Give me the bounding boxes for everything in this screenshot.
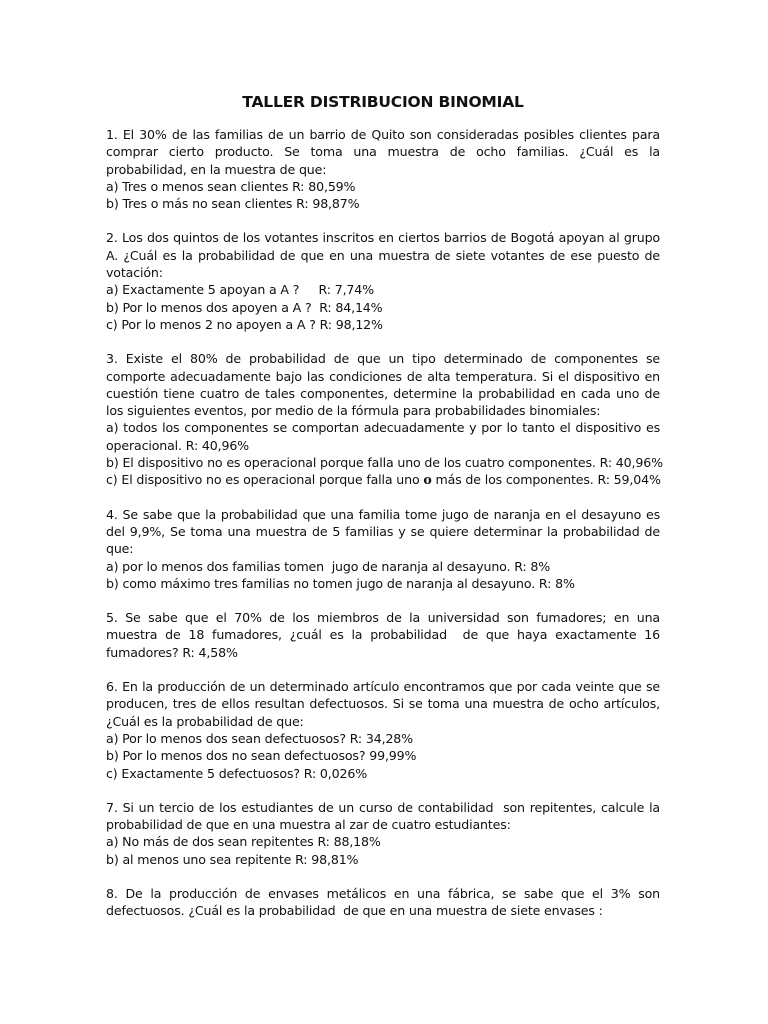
problem-1-option-a: a) Tres o menos sean clientes R: 80,59% — [106, 178, 356, 194]
problem-1-option-b: b) Tres o más no sean clientes R: 98,87% — [106, 196, 360, 212]
problem-6-option-a: a) Por lo menos dos sean defectuosos? R: 34,28% — [106, 730, 413, 746]
problem-3-option-b: b) El dispositivo no es operacional porque falla uno de los cuatro componentes. R: 40,96% — [106, 455, 663, 471]
problem-1-text: 1. El 30% de las familias de un barrio de Quito son consideradas posibles clientes para comprar cierto producto. Se toma una muestra de ocho familias. ¿Cuál es la probabilidad, en la muestra de que: — [106, 127, 660, 177]
problem-6-text: 6. En la producción de un determinado artículo encontramos que por cada veinte que se producen, tres de ellos resultan defectuosos. Si se toma una muestra de ocho artículos, ¿Cuál es la probabilidad de que: — [106, 679, 660, 729]
document-page — [106, 92, 664, 937]
problem-2-option-b: b) Por lo menos dos apoyen a A ? R: 84,14% — [106, 299, 383, 315]
problem-3 — [106, 350, 663, 488]
problem-4 — [106, 506, 660, 592]
problem-3-option-a: a) todos los componentes se comportan adecuadamente y por lo tanto el dispositivo es operacional. R: 40,96% — [106, 420, 660, 453]
document-title: TALLER DISTRIBUCION BINOMIAL — [242, 93, 524, 111]
problem-2-option-a: a) Exactamente 5 apoyan a A ? R: 7,74% — [106, 282, 374, 298]
problem-5 — [106, 609, 664, 661]
problem-3-option-c-before: c) El dispositivo no es operacional porque falla uno — [106, 472, 424, 488]
problem-4-option-b: b) como máximo tres familias no tomen jugo de naranja al desayuno. R: 8% — [106, 575, 575, 591]
problem-2 — [106, 229, 660, 333]
problem-4-option-a: a) por lo menos dos familias tomen jugo de naranja al desayuno. R: 8% — [106, 558, 551, 574]
problem-3-text: 3. Existe el 80% de probabilidad de que un tipo determinado de componentes se comporte adecuadamente bajo las condiciones de alta temperatura. Si el dispositivo en cuestión tiene cuatro de tales componentes, determine la probabilidad en cada uno de los siguientes eventos, por medio de la fórmula para probabilidades binomiales: — [106, 351, 660, 419]
problem-2-text: 2. Los dos quintos de los votantes inscritos en ciertos barrios de Bogotá apoyan al grupo A. ¿Cuál es la probabilidad de que en una muestra de siete votantes de ese puesto de votación: — [106, 230, 660, 281]
problem-7-option-a: a) No más de dos sean repitentes R: 88,18% — [106, 834, 381, 850]
problem-4-text: 4. Se sabe que la probabilidad que una familia tome jugo de naranja en el desayuno es del 9,9%, Se toma una muestra de 5 familias y se quiere determinar la probabilidad de que: — [106, 506, 660, 557]
problem-8-text: 8. De la producción de envases metálicos en una fábrica, se sabe que el 3% son defectuosos. ¿Cuál es la probabilidad de que en una muestra de siete envases : — [106, 885, 664, 919]
problem-6 — [106, 678, 660, 782]
problem-3-option-c — [106, 471, 660, 488]
problem-6-option-b: b) Por lo menos dos no sean defectuosos? 99,99% — [106, 748, 417, 764]
problem-3-option-c-after: más de los componentes. R: 59,04% — [431, 472, 661, 488]
problem-3-option-c-bold: o — [423, 472, 432, 488]
problem-5-text: 5. Se sabe que el 70% de los miembros de la universidad son fumadores; en una muestra de 18 fumadores, ¿cuál es la probabilidad de que haya exactamente 16 fumadores? R: 4,58% — [106, 610, 664, 660]
problem-6-option-c: c) Exactamente 5 defectuosos? R: 0,026% — [106, 765, 368, 781]
problem-7-option-b: b) al menos uno sea repitente R: 98,81% — [106, 851, 359, 867]
problem-8 — [106, 885, 664, 920]
problem-1 — [106, 126, 660, 212]
problem-2-option-c: c) Por lo menos 2 no apoyen a A ? R: 98,12% — [106, 316, 383, 332]
problem-7 — [106, 799, 664, 868]
problem-7-text: 7. Si un tercio de los estudiantes de un curso de contabilidad son repitentes, calcule la probabilidad de que en una muestra al zar de cuatro estudiantes: — [106, 799, 664, 833]
